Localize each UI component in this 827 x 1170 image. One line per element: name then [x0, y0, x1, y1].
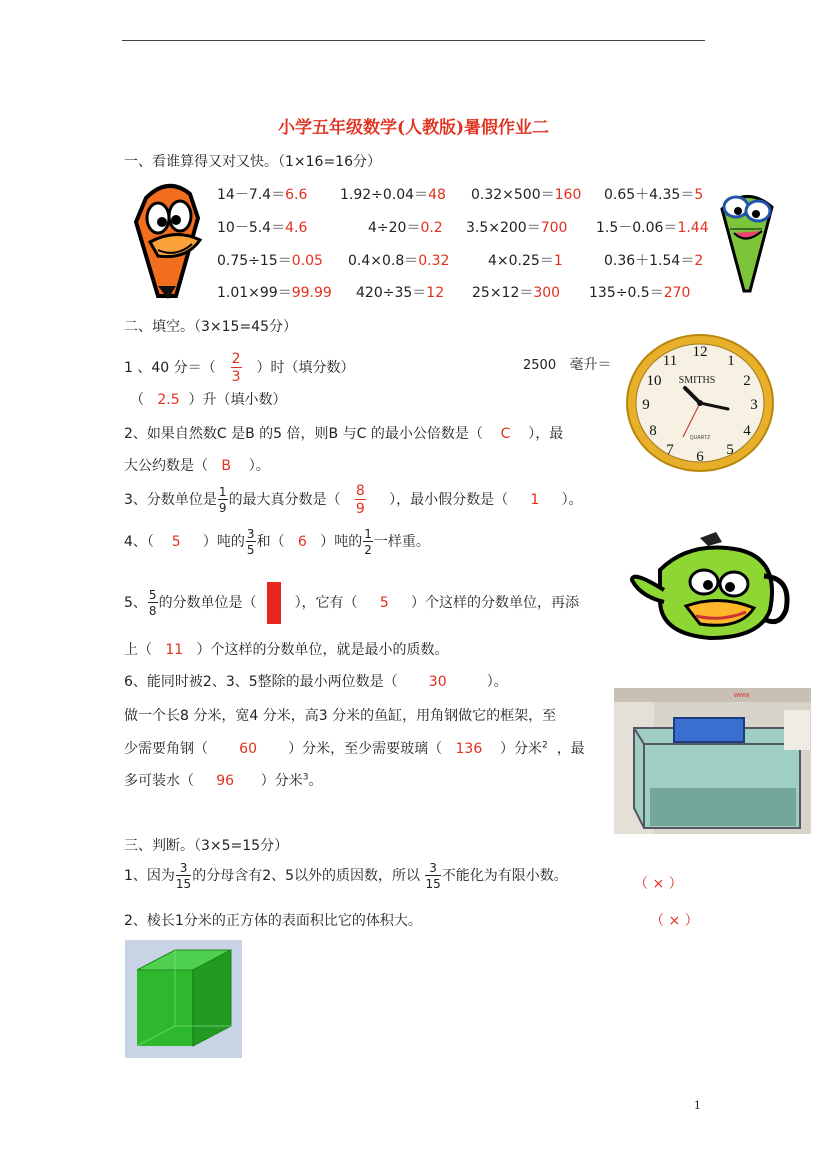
calc-item: 0.4×0.8＝0.32 — [348, 253, 450, 269]
calc-item: 420÷35＝12 — [356, 285, 445, 301]
judge-q2: 2、棱长1分米的正方体的表面积比它的体积大。 — [124, 913, 422, 929]
fill-q7-answer2: 136 — [455, 741, 483, 757]
fill-q7-line3: 多可装水（ 96 ）分米$^3$。 — [124, 772, 323, 789]
calc-answer: 0.05 — [291, 253, 323, 269]
fill-q3: 3、分数单位是 $\frac{1}{9}$ 的最大真分数是（ $\frac{8}{9}$ ），最小假分数是（ 1 ）。 — [124, 483, 583, 517]
calc-item: 25×12＝300 — [472, 285, 561, 301]
section1-heading: 一、看谁算得又对又快。（1×16=16分） — [124, 154, 381, 170]
fill-q7-answer3: 96 — [216, 773, 235, 789]
fill-q5-answer3: 11 — [165, 642, 184, 658]
fill-q3-answer2: 1 — [530, 492, 540, 508]
calc-item: 135÷0.5＝270 — [589, 285, 691, 301]
calc-answer: 6.6 — [285, 187, 308, 203]
fill-q5-line2: 上（ 11 ）个这样的分数单位，就是最小的质数。 — [124, 642, 449, 658]
clock-numeral: 9 — [642, 397, 650, 413]
calc-answer: 5 — [694, 187, 704, 203]
fill-q1-ml: 2500 毫升＝ — [523, 357, 612, 373]
fill-q5-line1: 5、 $\frac{5}{8}$ 的分数单位是（ ），它有（ 5 ）个这样的分数单位，再添 — [124, 582, 579, 624]
clock-numeral: 11 — [662, 353, 678, 369]
pencil-illustration — [128, 178, 208, 300]
fill-q7-answer1: 60 — [239, 741, 257, 757]
calc-item: 4÷20＝0.2 — [368, 220, 443, 236]
judge-q2-answer: （ × ） — [650, 913, 699, 929]
calc-item: 0.65＋4.35＝5 — [604, 187, 704, 203]
judge-q1-fraction: $\frac{3}{15}$ — [175, 861, 192, 891]
calc-answer: 12 — [426, 285, 445, 301]
clock-numeral: 8 — [649, 423, 657, 439]
fill-q1-answer-decimal: 2.5 — [157, 392, 180, 408]
clock-numeral: 10 — [646, 373, 662, 389]
cube-illustration — [125, 940, 242, 1058]
clock-illustration — [625, 333, 775, 473]
pencil-character-right — [716, 185, 776, 295]
judge-q1-answer: （ × ） — [634, 876, 683, 892]
calc-answer: 700 — [540, 220, 568, 236]
calc-answer: 48 — [428, 187, 446, 203]
calc-item: 3.5×200＝700 — [466, 220, 568, 236]
clock-numeral: 1 — [727, 353, 735, 369]
clock-numeral: 5 — [726, 442, 734, 458]
judge-q1-fraction-2: $\frac{3}{15}$ — [425, 861, 441, 891]
calc-item: 1.92÷0.04＝48 — [340, 187, 446, 203]
clock-brand: SMITHS — [678, 375, 716, 386]
fill-q6: 6、能同时被2、3、5整除的最小两位数是（ 30 ）。 — [124, 674, 508, 690]
page-title: 小学五年级数学(人教版)暑假作业二 — [277, 118, 550, 138]
calc-answer: 300 — [533, 285, 561, 301]
fish-tank-photo — [614, 688, 811, 834]
clock-numeral: 4 — [743, 423, 751, 439]
teapot-illustration — [630, 530, 795, 642]
calc-answer: 160 — [554, 187, 582, 203]
clock-numeral: 12 — [692, 344, 708, 360]
calc-item: 0.75÷15＝0.05 — [217, 253, 323, 269]
fill-q5-answer2: 5 — [379, 595, 389, 611]
page-number: 1 — [694, 1097, 701, 1112]
calc-answer: 0.2 — [420, 220, 443, 236]
fill-q4-fraction1: $\frac{3}{5}$ — [246, 527, 255, 557]
calc-answer: 99.99 — [291, 285, 332, 301]
svg-text:www: www — [734, 692, 750, 699]
header-rule — [122, 40, 705, 41]
calc-answer: 1 — [553, 253, 563, 269]
fill-q5-answer1-block — [267, 582, 281, 624]
fill-q1-answer-fraction: $\frac{2}{3}$ — [231, 351, 241, 385]
fill-q4: 4、（ 5 ）吨的 $\frac{3}{5}$ 和（ 6 ）吨的 $\frac{1}{2}$ 一样重。 — [124, 527, 430, 557]
calc-answer: 4.6 — [285, 220, 308, 236]
calc-answer: 2 — [694, 253, 704, 269]
fill-q4-answer2: 6 — [297, 534, 307, 550]
clock-numeral: 6 — [696, 449, 704, 465]
fill-q1-line1: 1 、40 分＝（ $\frac{2}{3}$ ）时（填分数） — [124, 351, 355, 385]
fill-q7-line2: 少需要角钢（ 60 ）分米，至少需要玻璃（ 136 ）分米$^2$ ，最 — [124, 740, 585, 757]
fill-q2-line1: 2、如果自然数C 是B 的5 倍，则B 与C 的最小公倍数是（ C ），最 — [124, 426, 564, 442]
calc-answer: 0.32 — [418, 253, 450, 269]
fill-q3-unit-fraction: $\frac{1}{9}$ — [218, 485, 227, 515]
fill-q2-answer1: C — [500, 426, 511, 442]
fill-q3-answer1: $\frac{8}{9}$ — [355, 483, 365, 517]
fill-q4-fraction2: $\frac{1}{2}$ — [364, 527, 372, 557]
calc-item: 10－5.4＝4.6 — [217, 220, 308, 236]
section2-heading: 二、填空。（3×15=45分） — [124, 319, 297, 335]
fill-q2-answer2: B — [221, 458, 231, 474]
fill-q2-line2: 大公约数是（ B ）。 — [124, 458, 270, 474]
fill-q4-answer1: 5 — [171, 534, 181, 550]
fill-q5-fraction: $\frac{5}{8}$ — [148, 588, 157, 618]
clock-numeral: 7 — [666, 442, 674, 458]
judge-q1: 1、因为 $\frac{3}{15}$ 的分母含有2、5以外的质因数，所以 $\frac{3}{15}$ 不能化为有限小数。 — [124, 861, 568, 891]
fill-q7-line1: 做一个长8 分米，宽4 分米，高3 分米的鱼缸，用角钢做它的框架，至 — [124, 708, 557, 724]
calc-item: 4×0.25＝1 — [488, 253, 563, 269]
calc-item: 1.01×99＝99.99 — [217, 285, 332, 301]
calc-item: 14－7.4＝6.6 — [217, 187, 308, 203]
fill-q1-line2: （ 2.5 ）升（填小数） — [130, 392, 287, 408]
clock-numeral: 3 — [750, 397, 758, 413]
calc-item: 0.36＋1.54＝2 — [604, 253, 704, 269]
section3-heading: 三、判断。（3×5=15分） — [124, 838, 289, 854]
calc-item: 0.32×500＝160 — [471, 187, 582, 203]
clock-numeral: 2 — [743, 373, 751, 389]
clock-quartz: QUARTZ — [689, 435, 711, 441]
calc-item: 1.5－0.06＝1.44 — [596, 220, 709, 236]
calc-answer: 270 — [663, 285, 691, 301]
fill-q6-answer: 30 — [428, 674, 447, 690]
calc-answer: 1.44 — [677, 220, 709, 236]
